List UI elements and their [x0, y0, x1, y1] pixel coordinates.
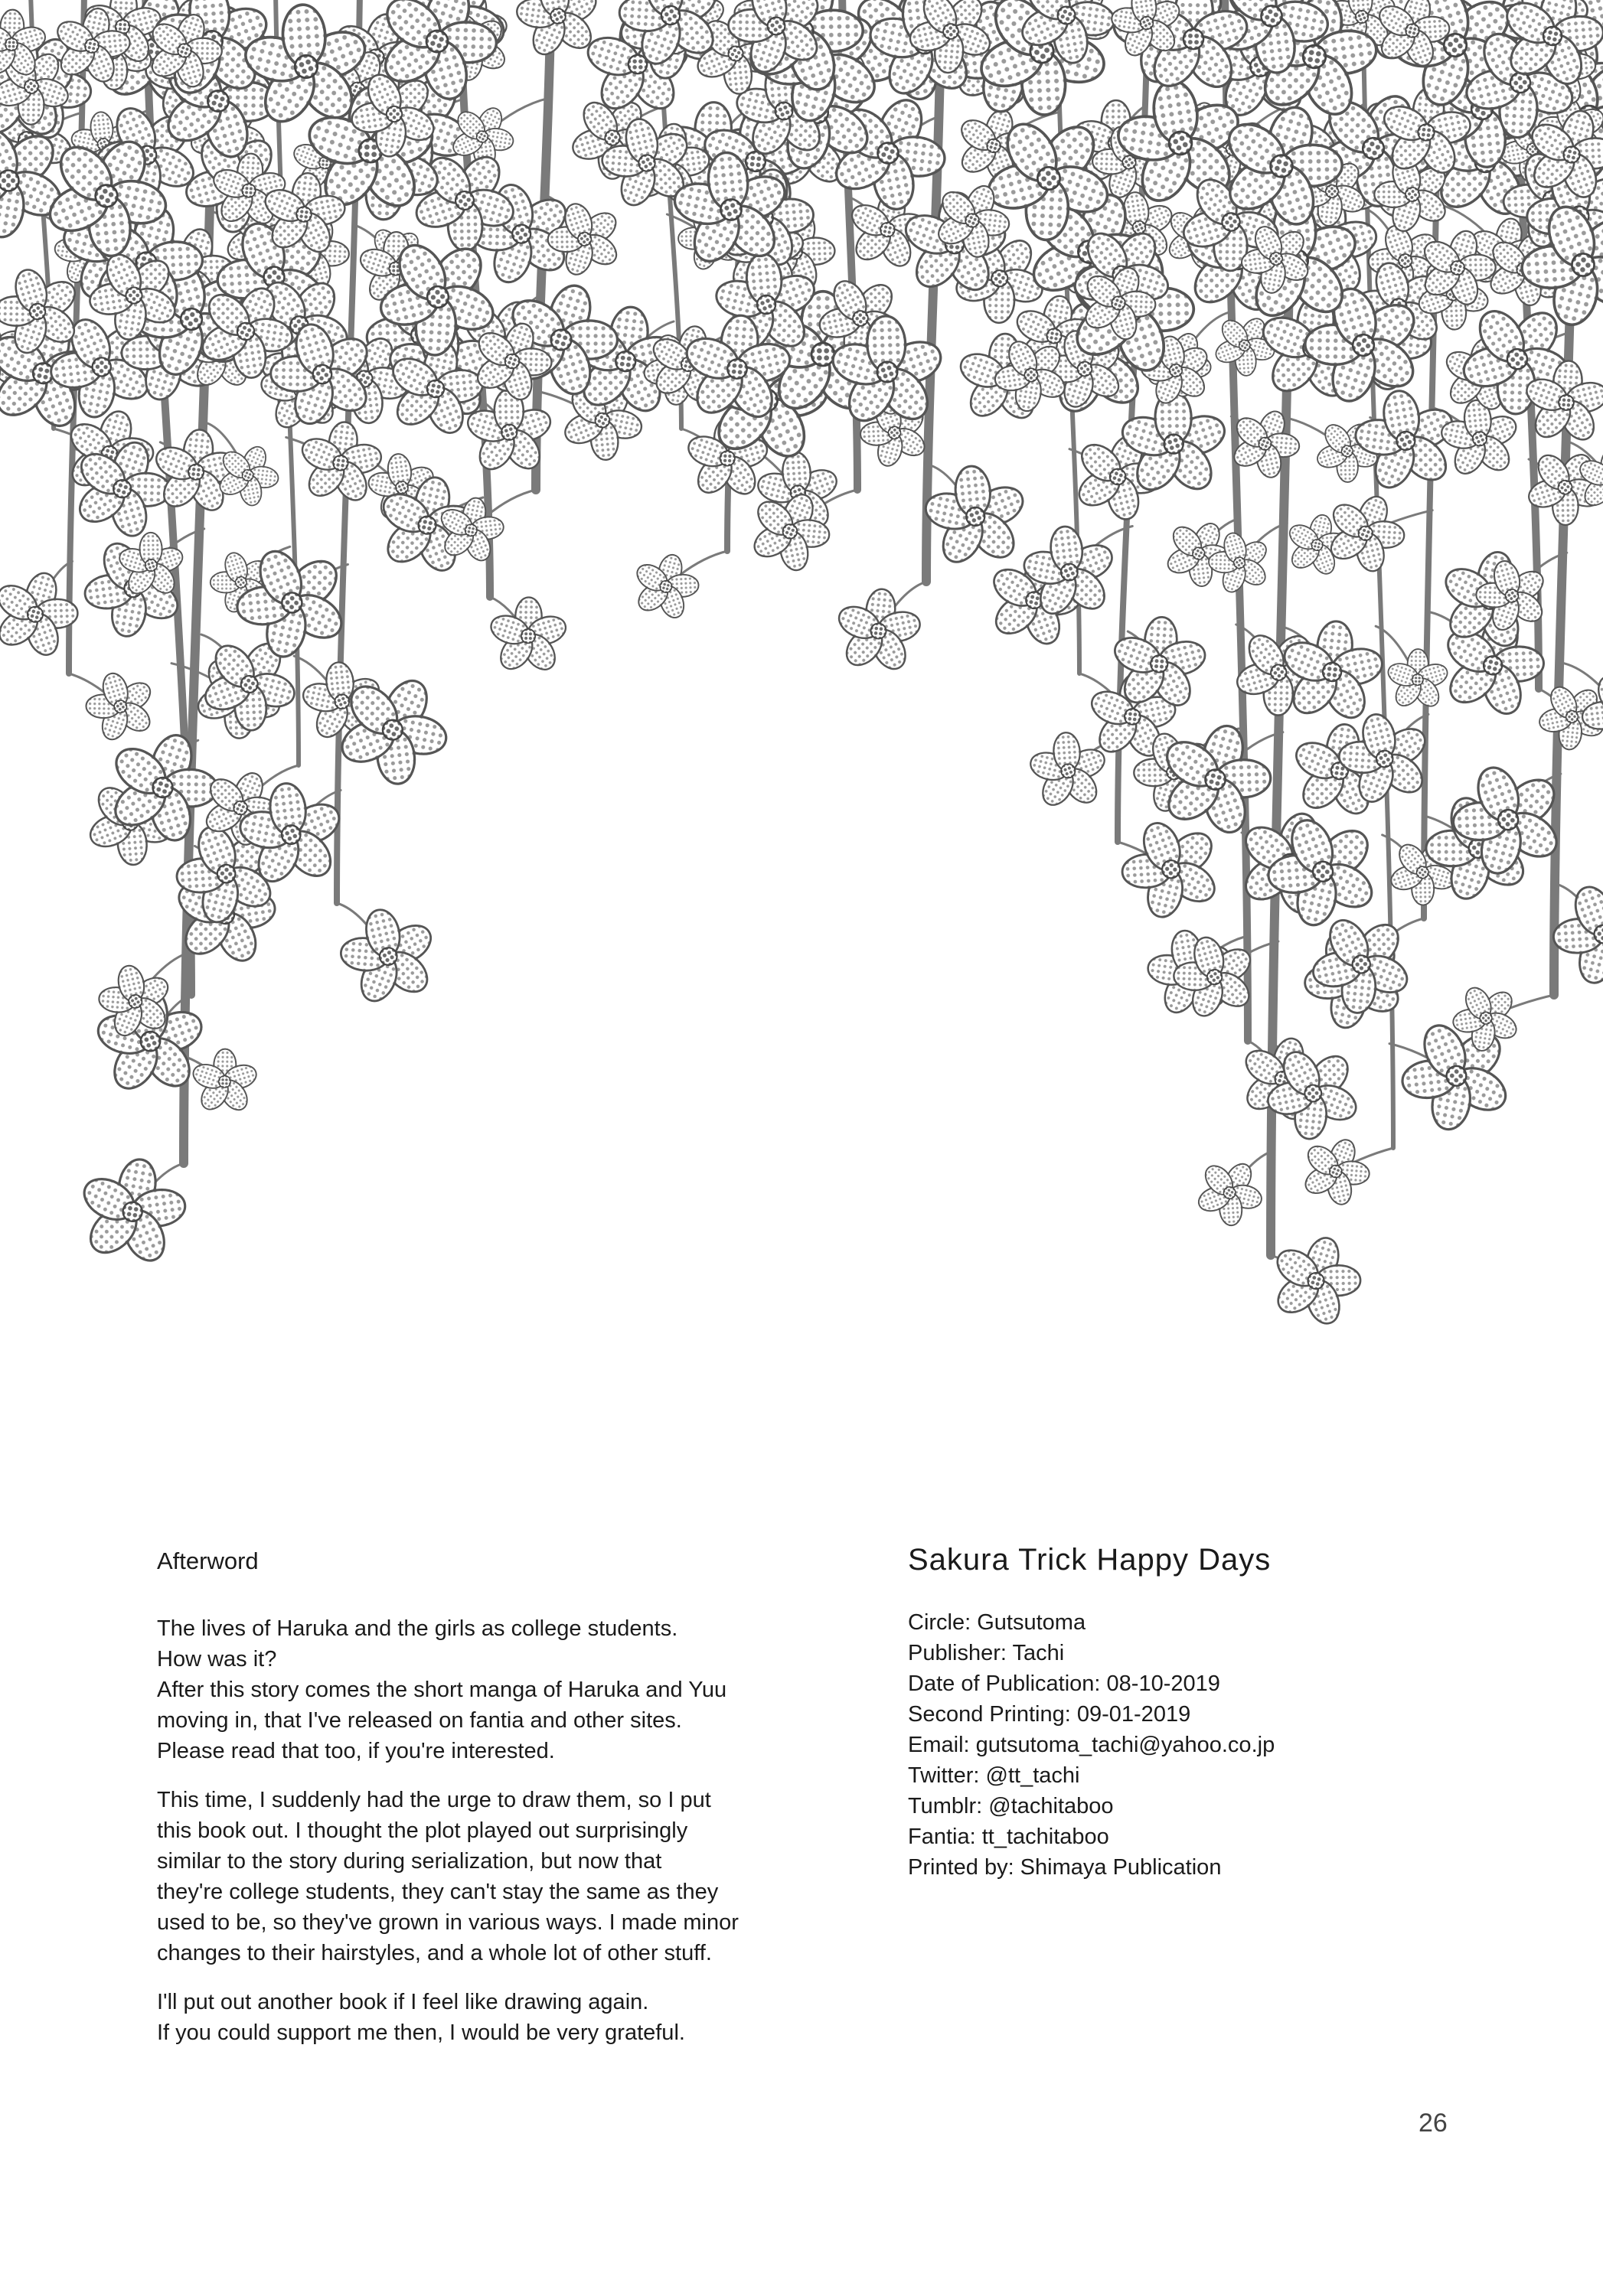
- colophon-email: Email: gutsutoma_tachi@yahoo.co.jp: [908, 1733, 1275, 1757]
- blossom-icon: [68, 1150, 197, 1274]
- text-line: changes to their hairstyles, and a whole lot of other stuff.: [157, 1941, 712, 1965]
- colophon-tumblr: Tumblr: @tachitaboo: [908, 1794, 1114, 1818]
- afterword-title: Afterword: [157, 1548, 259, 1574]
- text-line: After this story comes the short manga of Haruka and Yuu: [157, 1678, 727, 1702]
- blossom-icon: [1183, 1146, 1276, 1239]
- blossom-icon: [1385, 648, 1451, 711]
- blossom-icon: [1157, 918, 1273, 1035]
- colophon-publication-date: Date of Publication: 08-10-2019: [908, 1671, 1220, 1696]
- colophon-section: [908, 1544, 1490, 1883]
- text-line: used to be, so they've grown in various ways. I made minor: [157, 1910, 739, 1935]
- blossom-icon: [71, 657, 169, 756]
- blossom-icon: [1290, 1127, 1382, 1217]
- blossom-icon: [190, 1049, 260, 1115]
- afterword-section: [157, 1546, 861, 2066]
- text-line: similar to the story during serialization, but now that: [157, 1849, 662, 1874]
- colophon-circle: Circle: Gutsutoma: [908, 1610, 1086, 1635]
- text-line: Please read that too, if you're interested.: [157, 1739, 555, 1763]
- text-line: How was it?: [157, 1647, 277, 1671]
- text-line: The lives of Haruka and the girls as college students.: [157, 1616, 678, 1641]
- colophon-publisher: Publisher: Tachi: [908, 1641, 1065, 1665]
- text-line: they're college students, they can't stay the same as they: [157, 1880, 719, 1904]
- blossom-icon: [1531, 862, 1603, 1007]
- blossom-icon: [830, 585, 927, 678]
- colophon-printer: Printed by: Shimaya Publication: [908, 1855, 1222, 1880]
- text-line: This time, I suddenly had the urge to draw them, so I put: [157, 1788, 711, 1812]
- page-number: 26: [1419, 2108, 1448, 2138]
- blossom-icon: [322, 889, 455, 1024]
- colophon-second-printing: Second Printing: 09-01-2019: [908, 1702, 1191, 1727]
- text-line: I'll put out another book if I feel like drawing again.: [157, 1990, 649, 2014]
- text-line: this book out. I thought the plot played out surprisingly: [157, 1818, 688, 1843]
- colophon-twitter: Twitter: @tt_tachi: [908, 1763, 1080, 1788]
- afterword-paragraph-2: [157, 1785, 861, 1968]
- colophon-fantia: Fantia: tt_tachitaboo: [908, 1825, 1109, 1849]
- text-line: moving in, that I've released on fantia and other sites.: [157, 1708, 682, 1733]
- text-line: If you could support me then, I would be very grateful.: [157, 2020, 685, 2045]
- blossom-icon: [487, 597, 570, 677]
- blossom-icon: [292, 417, 389, 510]
- blossom-icon: [624, 546, 707, 628]
- blossom-icon: [0, 561, 90, 667]
- afterword-paragraph-3: [157, 1987, 861, 2048]
- book-title: Sakura Trick Happy Days: [908, 1543, 1272, 1577]
- afterword-paragraph-1: [157, 1613, 861, 1766]
